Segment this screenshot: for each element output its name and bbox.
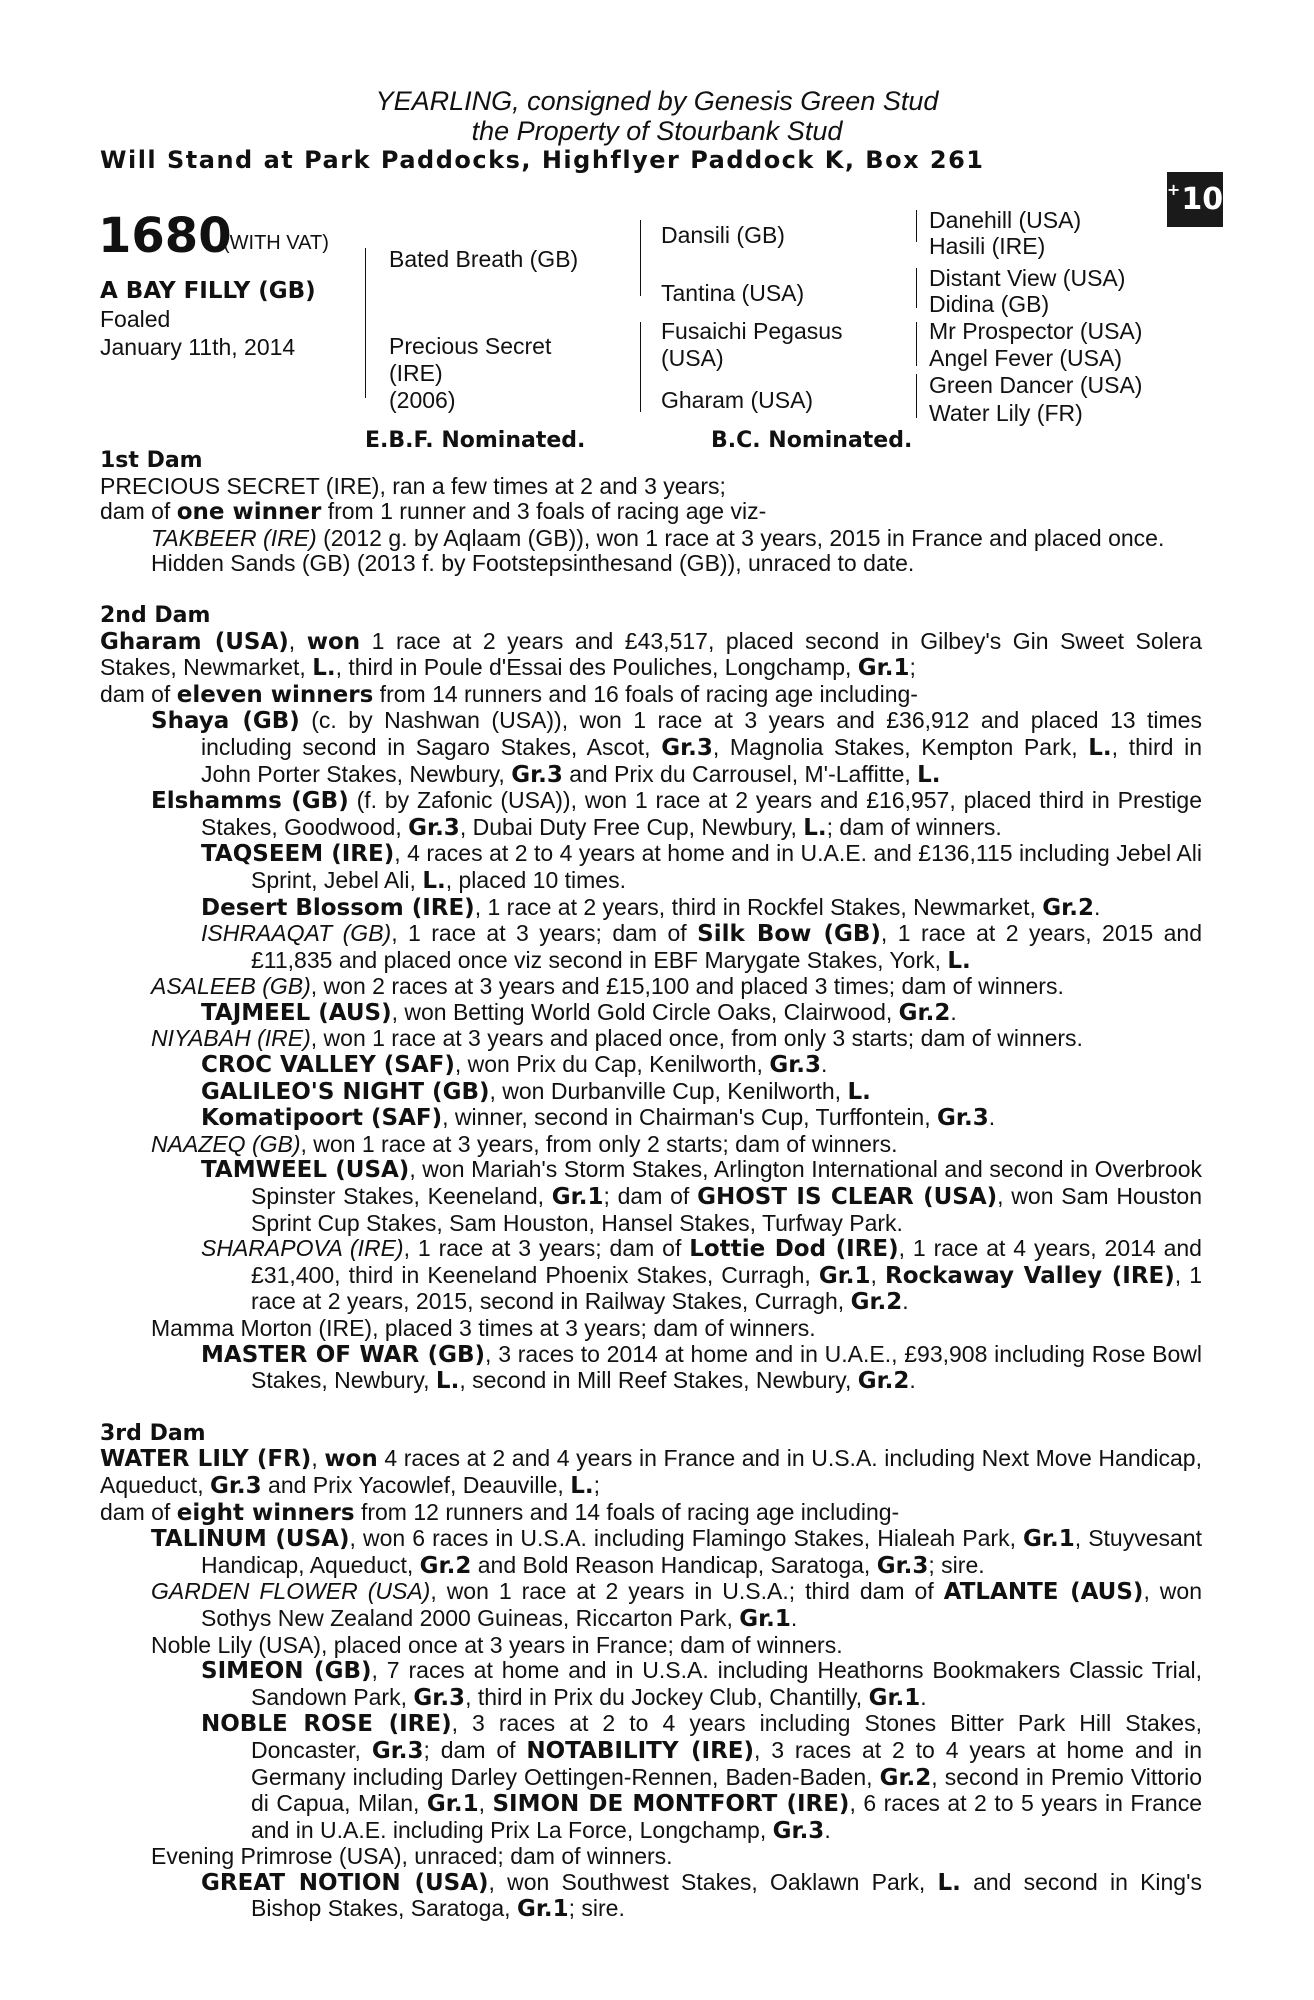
produce-taqseem: TAQSEEM (IRE), 4 races at 2 to 4 years at home and in U.A.E. and £136,115 including Jebel Ali Sprint, Jebel Ali, L., placed 10 times. [201,840,1202,894]
ped-dds: Green Dancer (USA) [929,372,1143,398]
ped-dam-sire-line2: (USA) [661,345,724,371]
produce-evening-primrose: Evening Primrose (USA), unraced; dam of winners. [151,1843,673,1870]
foaled-label: Foaled [100,306,171,332]
ped-sds: Distant View (USA) [929,265,1126,291]
first-dam-heading: 1st Dam [100,448,203,473]
second-dam-produce-summary: dam of eleven winners from 14 runners and 16 foals of racing age including- [100,680,918,708]
produce-hidden-sands: Hidden Sands (GB) (2013 f. by Footstepsinthesand (GB)), unraced to date. [151,550,915,577]
ped-sire-dam: Tantina (USA) [661,280,805,306]
foaled-date: January 11th, 2014 [100,334,296,360]
produce-takbeer: TAKBEER (IRE) (2012 g. by Aqlaam (GB)), won 1 race at 3 years, 2015 in France and placed once. [151,524,1165,551]
produce-naazeq: NAAZEQ (GB), won 1 race at 3 years, from only 2 starts; dam of winners. [151,1130,898,1157]
produce-noble-rose: NOBLE ROSE (IRE), 3 races at 2 to 4 years including Stones Bitter Park Hill Stakes, Doncaster, Gr.3; dam of NOTABILITY (IRE), 3 races at 2 to 4 years at home and in Germany including Darley Oettingen-Rennen, Baden-Baden, Gr.2, second in Premio Vittorio di Capua, Milan, Gr.1, SIMON DE MONTFORT (IRE), 6 races at 2 to 5 years in France and in U.A.E. including Prix La Force, Longchamp, Gr.3. [201,1710,1203,1844]
second-dam-gharam: Gharam (USA), won 1 race at 2 years and £43,517, placed second in Gilbey's Gin Sweet Solera Stakes, Newmarket, L., third in Poule d'Essai des Pouliches, Longchamp, Gr.1; [100,627,1202,682]
second-dam-heading: 2nd Dam [100,602,211,628]
ped-dsd: Angel Fever (USA) [929,345,1123,371]
produce-mamma-morton: Mamma Morton (IRE), placed 3 times at 3 years; dam of winners. [151,1315,816,1341]
third-dam-produce-summary: dam of eight winners from 12 runners and 14 foals of racing age including- [100,1498,900,1526]
header-consignor: YEARLING, consigned by Genesis Green Stud [375,86,939,116]
brace-gen3d [916,374,917,418]
first-dam-produce-summary: dam of one winner from 1 runner and 3 foals of racing age viz- [100,498,767,526]
badge-plus: + [1166,180,1181,199]
produce-croc-valley: CROC VALLEY (SAF), won Prix du Cap, Kenilworth, Gr.3. [201,1051,828,1079]
produce-simeon: SIMEON (GB), 7 races at home and in U.S.A. including Heathorns Bookmakers Classic Trial, Sandown Park, Gr.3, third in Prix du Jockey Club, Chantilly, Gr.1. [201,1657,1203,1711]
ped-dss: Mr Prospector (USA) [929,318,1143,344]
produce-master-of-war: MASTER OF WAR (GB), 3 races to 2014 at home and in U.A.E., £93,908 including Rose Bowl Stakes, Newbury, L., second in Mill Reef Stakes, Newbury, Gr.2. [201,1340,1202,1395]
produce-galileos-night: GALILEO'S NIGHT (GB), won Durbanville Cup, Kenilworth, L. [201,1077,871,1105]
brace-gen2b [640,322,641,412]
header-location: Will Stand at Park Paddocks, Highflyer Paddock K, Box 261 [100,146,985,174]
produce-desert-blossom: Desert Blossom (IRE), 1 race at 2 years, third in Rockfel Stakes, Newmarket, Gr.2. [201,893,1101,921]
ped-dam-sire [661,318,843,372]
ped-dam-line2: (IRE) [389,360,443,386]
produce-noble-lily: Noble Lily (USA), placed once at 3 years in France; dam of winners. [151,1631,843,1658]
horse-name: A BAY FILLY (GB) [100,278,316,304]
produce-shaya: Shaya (GB) (c. by Nashwan (USA)), won 1 race at 3 years and £36,912 and placed 13 times including second in Sagaro Stakes, Ascot, Gr.3, Magnolia Stakes, Kempton Park, L., third in John Porter Stakes, Newbury, Gr.3 and Prix du Carrousel, M'-Laffitte, L. [151,707,1202,788]
ped-sire-sire: Dansili (GB) [661,222,785,248]
produce-tamweel: TAMWEEL (USA), won Mariah's Storm Stakes, Arlington International and second in Overbrook Spinster Stakes, Keeneland, Gr.1; dam of GHOST IS CLEAR (USA), won Sam Houston Sprint Cup Stakes, Sam Houston, Hansel Stakes, Turfway Park. [201,1156,1202,1236]
ped-ddd: Water Lily (FR) [929,400,1083,426]
ped-dam-line3: (2006) [389,387,456,413]
third-dam-heading: 3rd Dam [100,1420,206,1446]
brace-gen1 [365,248,366,398]
produce-ishraaqat: ISHRAAQAT (GB), 1 race at 3 years; dam of Silk Bow (GB), 1 race at 2 years, 2015 and £11,835 and placed once viz second in EBF Marygate Stakes, York, L. [201,920,1203,974]
brace-gen3c [916,322,917,366]
ped-dam-line1: Precious Secret [389,333,552,359]
produce-sharapova: SHARAPOVA (IRE), 1 race at 3 years; dam of Lottie Dod (IRE), 1 race at 4 years, 2014 and £31,400, third in Keeneland Phoenix Stakes, Curragh, Gr.1, Rockaway Valley (IRE), 1 race at 2 years, 2015, second in Railway Stakes, Curragh, Gr.2. [201,1235,1202,1316]
brace-gen3a [916,210,917,242]
ped-sss: Danehill (USA) [929,207,1082,233]
produce-great-notion: GREAT NOTION (USA), won Southwest Stakes, Oaklawn Park, L. and second in King's Bishop Stakes, Saratoga, Gr.1; sire. [201,1868,1202,1923]
produce-asaleeb: ASALEEB (GB), won 2 races at 3 years and £15,100 and placed 3 times; dam of winners. [151,973,1064,1000]
ped-dam [389,333,551,414]
catalogue-body [100,448,1202,1923]
produce-garden-flower: GARDEN FLOWER (USA), won 1 race at 2 years in U.S.A.; third dam of ATLANTE (AUS), won Sothys New Zealand 2000 Guineas, Riccarton Park, Gr.1. [151,1578,1202,1632]
ped-ssd: Hasili (IRE) [929,233,1046,259]
badge-number: 10 [1181,182,1224,217]
header-property: the Property of Stourbank Stud [471,116,843,146]
produce-elshamms: Elshamms (GB) (f. by Zafonic (USA)), won 1 race at 2 years and £16,957, placed third in Prestige Stakes, Goodwood, Gr.3, Dubai Duty Free Cup, Newbury, L.; dam of winners. [151,787,1202,841]
vat-label: (WITH VAT) [223,232,329,254]
first-dam-line: PRECIOUS SECRET (IRE), ran a few times at 2 and 3 years; [100,472,726,499]
lot-number: 1680 [98,208,232,264]
ebf-nominated: E.B.F. Nominated. [365,428,586,453]
produce-komatipoort: Komatipoort (SAF), winner, second in Chairman's Cup, Turffontein, Gr.3. [201,1104,996,1132]
third-dam-water-lily: WATER LILY (FR), won 4 races at 2 and 4 years in France and in U.S.A. including Next Move Handicap, Aqueduct, Gr.3 and Prix Yacowlef, Deauville, L.; [100,1445,1202,1499]
ped-dam-sire-line1: Fusaichi Pegasus [661,318,843,344]
ped-sire: Bated Breath (GB) [389,246,579,272]
ped-dam-dam: Gharam (USA) [661,387,814,413]
brace-gen3b [916,268,917,308]
produce-niyabah: NIYABAH (IRE), won 1 race at 3 years and placed once, from only 3 starts; dam of winners. [151,1025,1083,1052]
ped-sdd: Didina (GB) [929,291,1050,317]
brace-gen2a [640,220,641,296]
produce-talinum: TALINUM (USA), won 6 races in U.S.A. including Flamingo Stakes, Hialeah Park, Gr.1, Stuyvesant Handicap, Aqueduct, Gr.2 and Bold Reason Handicap, Saratoga, Gr.3; sire. [151,1525,1202,1579]
bc-nominated: B.C. Nominated. [711,428,913,453]
produce-tajmeel: TAJMEEL (AUS), won Betting World Gold Circle Oaks, Clairwood, Gr.2. [201,998,957,1026]
foaled-info [100,305,295,361]
page-badge [1167,172,1223,227]
